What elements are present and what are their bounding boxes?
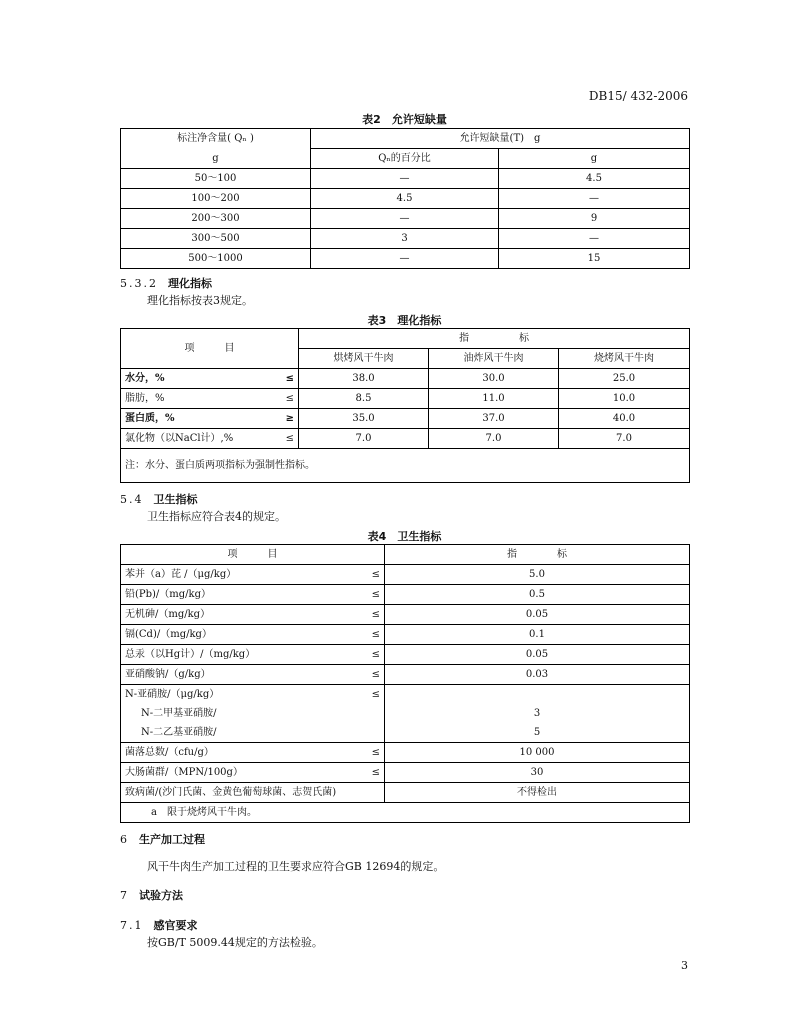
- table-cell: 38.0: [299, 369, 429, 389]
- table-cell: [121, 429, 299, 449]
- table-cell: 37.0: [429, 409, 559, 429]
- table-cell: 50～100: [121, 169, 311, 189]
- section-title: 试验方法: [139, 889, 183, 902]
- table-row: [121, 585, 690, 605]
- table-row: [121, 704, 690, 723]
- table-cell: 0.05: [385, 645, 690, 665]
- table2-header-label: 标注净含量( Qₙ ): [121, 129, 311, 149]
- table-cell: 0.5: [385, 585, 690, 605]
- table-cell: 5.0: [385, 565, 690, 585]
- table-cell: [121, 389, 299, 409]
- table-cell: 4.5: [499, 169, 690, 189]
- row-label: 苯并（a）芘 /（μg/kg）: [125, 569, 237, 580]
- table-cell: 15: [499, 249, 690, 269]
- table-row: [121, 763, 690, 783]
- table-cell: 7.0: [299, 429, 429, 449]
- table-cell: [121, 763, 385, 783]
- row-symbol: ≤: [371, 629, 380, 640]
- table-cell: 3: [311, 229, 499, 249]
- section-heading-5-4: [120, 491, 198, 507]
- table-cell: [121, 743, 385, 763]
- table-row: [121, 429, 690, 449]
- table3-header-index: 指 标: [299, 329, 690, 349]
- table-row: [121, 783, 690, 803]
- table-cell: 30.0: [429, 369, 559, 389]
- table2-header-allow: 允许短缺量(T) g: [311, 129, 690, 149]
- table-cell: [121, 565, 385, 585]
- table-cell: 4.5: [311, 189, 499, 209]
- table-row: [121, 605, 690, 625]
- row-symbol: ≤: [371, 689, 380, 700]
- table4-footnote: a 限于烧烤风干牛肉。: [121, 803, 690, 823]
- section-heading-7-1: [120, 917, 198, 933]
- row-symbol: ≤: [371, 569, 380, 580]
- table-cell: [121, 665, 385, 685]
- table-cell: [121, 605, 385, 625]
- row-label: 无机砷/（mg/kg）: [125, 609, 211, 620]
- table-cell: [121, 645, 385, 665]
- table-cell: —: [311, 169, 499, 189]
- page-number: 3: [681, 959, 688, 972]
- row-symbol: ≥: [285, 413, 294, 424]
- row-symbol: ≤: [285, 373, 294, 384]
- row-label: 水分，%: [125, 373, 165, 384]
- section-heading-6: [120, 831, 205, 847]
- standard-code: DB15/ 432-2006: [588, 89, 688, 103]
- section-text-6: 风干牛肉生产加工过程的卫生要求应符合GB 12694的规定。: [147, 860, 445, 873]
- section-number: 5.3.2: [120, 277, 158, 290]
- table-cell: [121, 783, 385, 803]
- table-cell: —: [499, 229, 690, 249]
- row-label: N-亚硝胺/（μg/kg）: [125, 689, 220, 700]
- section-text-7-1: 按GB/T 5009.44规定的方法检验。: [147, 936, 323, 949]
- row-label: 蛋白质，%: [125, 413, 175, 424]
- table-row: [121, 389, 690, 409]
- table3: [120, 328, 690, 483]
- table-row: [121, 409, 690, 429]
- table-cell: —: [311, 209, 499, 229]
- table-row: [121, 645, 690, 665]
- section-number: 5.4: [120, 493, 144, 506]
- table-cell: 40.0: [559, 409, 690, 429]
- table-cell: 200～300: [121, 209, 311, 229]
- table-row: [121, 189, 690, 209]
- row-symbol: ≤: [371, 767, 380, 778]
- table3-header-col: 油炸风干牛肉: [429, 349, 559, 369]
- table4: [120, 544, 690, 823]
- section-number: 7: [120, 889, 129, 902]
- section-heading-5-3-2: [120, 275, 212, 291]
- table-cell: 7.0: [559, 429, 690, 449]
- table4-header-index: 指 标: [385, 545, 690, 565]
- table-cell: [121, 369, 299, 389]
- row-label: 总汞（以Hg计）/（mg/kg）: [125, 649, 256, 660]
- table-row: [121, 625, 690, 645]
- row-label: 菌落总数/（cfu/g）: [125, 747, 214, 758]
- table-cell: 300～500: [121, 229, 311, 249]
- table-cell: 25.0: [559, 369, 690, 389]
- row-label: 大肠菌群/（MPN/100g）: [125, 767, 243, 778]
- table-row: [121, 685, 690, 705]
- table-row: [121, 169, 690, 189]
- table-cell: 7.0: [429, 429, 559, 449]
- row-label: 氯化物（以NaCl计）,%: [125, 433, 234, 444]
- section-text-5-4: 卫生指标应符合表4的规定。: [147, 510, 286, 523]
- row-symbol: ≤: [371, 589, 380, 600]
- table-cell: [121, 625, 385, 645]
- table-cell: 10 000: [385, 743, 690, 763]
- row-symbol: ≤: [371, 747, 380, 758]
- table-cell: [385, 685, 690, 705]
- table-cell: [121, 685, 385, 705]
- section-heading-7: [120, 887, 183, 903]
- section-title: 卫生指标: [153, 493, 198, 506]
- table-row: [121, 743, 690, 763]
- table3-header-col: 烘烤风干牛肉: [299, 349, 429, 369]
- section-text-5-3-2: 理化指标按表3规定。: [147, 294, 253, 307]
- table-cell: 3: [385, 704, 690, 723]
- table-cell: —: [311, 249, 499, 269]
- table-cell: 35.0: [299, 409, 429, 429]
- table3-header-col: 烧烤风干牛肉: [559, 349, 690, 369]
- table-cell: [121, 409, 299, 429]
- row-label: 致病菌/(沙门氏菌、金黄色葡萄球菌、志贺氏菌): [125, 787, 337, 798]
- table-cell: 不得检出: [385, 783, 690, 803]
- section-title: 理化指标: [168, 277, 212, 290]
- row-label: 镉(Cd)/（mg/kg）: [125, 629, 212, 640]
- table2-header-pct: Qₙ的百分比: [311, 149, 499, 169]
- row-label: N-二乙基亚硝胺/: [121, 723, 385, 743]
- row-label: 铅(Pb)/（mg/kg）: [125, 589, 212, 600]
- table-row: [121, 369, 690, 389]
- table-row: [121, 565, 690, 585]
- table4-header-item: 项 目: [121, 545, 385, 565]
- table-cell: 500～1000: [121, 249, 311, 269]
- section-title: 生产加工过程: [139, 833, 205, 846]
- table-cell: 30: [385, 763, 690, 783]
- section-number: 7.1: [120, 919, 144, 932]
- table-row: [121, 723, 690, 743]
- table-row: [121, 249, 690, 269]
- table2: [120, 128, 690, 269]
- table-row: [121, 209, 690, 229]
- row-symbol: ≤: [371, 609, 380, 620]
- table-cell: 11.0: [429, 389, 559, 409]
- table3-caption: 表3 理化指标: [367, 314, 442, 327]
- table-cell: [121, 585, 385, 605]
- section-number: 6: [120, 833, 129, 846]
- row-label: N-二甲基亚硝胺/: [121, 704, 385, 723]
- table-cell: —: [499, 189, 690, 209]
- row-symbol: ≤: [371, 649, 380, 660]
- table4-caption: 表4 卫生指标: [367, 530, 442, 543]
- row-label: 亚硝酸钠/（g/kg）: [125, 669, 211, 680]
- table3-note: 注：水分、蛋白质两项指标为强制性指标。: [121, 449, 690, 483]
- table-cell: 5: [385, 723, 690, 743]
- table3-header-item: 项 目: [121, 329, 299, 369]
- table-cell: 10.0: [559, 389, 690, 409]
- table-row: [121, 665, 690, 685]
- table-cell: 100～200: [121, 189, 311, 209]
- table-cell: 0.05: [385, 605, 690, 625]
- table-cell: 0.03: [385, 665, 690, 685]
- table-cell: 8.5: [299, 389, 429, 409]
- row-label: 脂肪，%: [125, 393, 165, 404]
- section-title: 感官要求: [153, 919, 198, 932]
- table-cell: 0.1: [385, 625, 690, 645]
- table2-header-g: g: [499, 149, 690, 169]
- table-row: [121, 229, 690, 249]
- table2-caption: 表2 允许短缺量: [362, 113, 447, 126]
- row-symbol: ≤: [371, 669, 380, 680]
- row-symbol: ≤: [285, 433, 294, 444]
- row-symbol: ≤: [285, 393, 294, 404]
- table-cell: 9: [499, 209, 690, 229]
- table2-header-unit: g: [121, 149, 311, 169]
